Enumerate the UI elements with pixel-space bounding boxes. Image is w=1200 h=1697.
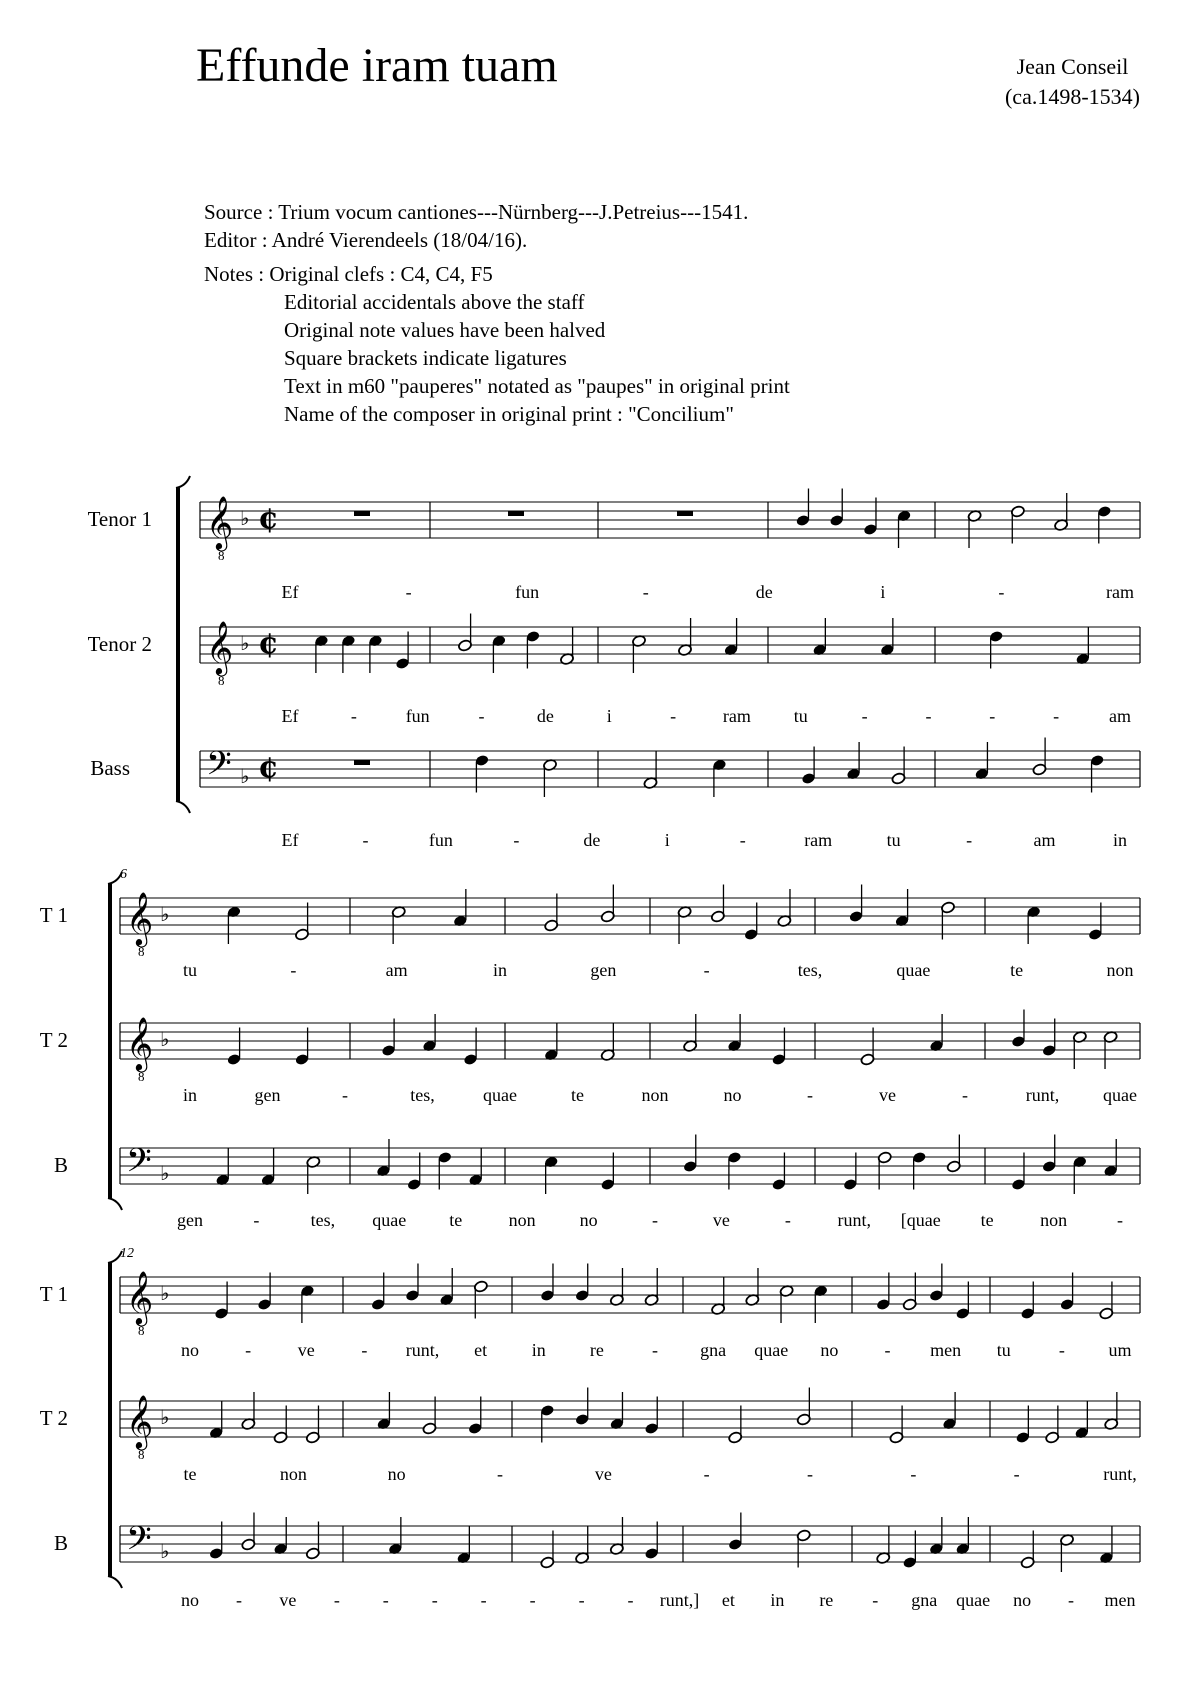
flat-key-signature-icon: ♭ xyxy=(160,902,170,926)
bass-clef-icon: 𝄢 xyxy=(206,745,232,791)
lyric-syllable: fun xyxy=(405,706,430,726)
lyric-syllable: - xyxy=(925,706,932,726)
note-line: Text in m60 "pauperes" notated as "paupes" in original print xyxy=(284,374,790,398)
lyric-syllable: - xyxy=(652,1210,658,1230)
lyric-syllable: in xyxy=(492,960,508,980)
lyric-syllable: - xyxy=(513,830,520,850)
staff-label: B xyxy=(53,1153,68,1177)
lyric-syllable: - xyxy=(807,1085,813,1105)
lyric-syllable: Ef xyxy=(281,582,299,602)
lyric-syllable: quae xyxy=(1103,1085,1137,1105)
staff-label: T 2 xyxy=(39,1028,68,1052)
lyric-syllable: - xyxy=(290,960,297,980)
lyric-syllable: - xyxy=(245,1340,252,1360)
lyric-syllable: quae xyxy=(372,1210,407,1230)
lyric-syllable: in xyxy=(770,1590,785,1610)
lyric-syllable: - xyxy=(807,1464,813,1484)
lyric-syllable: non xyxy=(1040,1210,1068,1230)
lyric-syllable: - xyxy=(642,582,649,602)
lyric-syllable: - xyxy=(998,582,1005,602)
lyric-syllable: et xyxy=(474,1340,488,1360)
bracket-hook xyxy=(108,1198,122,1210)
whole-rest xyxy=(677,511,693,516)
lyric-syllable: ram xyxy=(722,706,751,726)
lyric-syllable: - xyxy=(962,1085,968,1105)
lyric-syllable: ram xyxy=(804,830,833,850)
lyric-syllable: - xyxy=(253,1210,260,1230)
octave-mark: 8 xyxy=(138,1069,145,1084)
staff-label: T 1 xyxy=(39,1282,68,1306)
lyric-syllable: - xyxy=(382,1590,389,1610)
lyric-syllable: non xyxy=(279,1464,307,1484)
bass-clef-icon: 𝄢 xyxy=(126,1142,152,1188)
lyric-syllable: - xyxy=(578,1590,585,1610)
octave-mark: 8 xyxy=(138,1323,145,1338)
lyric-syllable: tu xyxy=(886,830,901,850)
lyric-syllable: [quae xyxy=(900,1210,941,1230)
staff-label: Tenor 1 xyxy=(87,507,152,531)
lyric-syllable: non xyxy=(508,1210,536,1230)
lyric-syllable: - xyxy=(1068,1590,1075,1610)
lyric-syllable: - xyxy=(361,1340,368,1360)
lyric-syllable: - xyxy=(703,1464,710,1484)
lyric-syllable: - xyxy=(405,582,412,602)
note-line: Original note values have been halved xyxy=(284,318,606,342)
lyric-syllable: in xyxy=(531,1340,546,1360)
lyric-syllable: runt, xyxy=(1025,1085,1060,1105)
lyric-syllable: quae xyxy=(956,1590,991,1610)
whole-rest xyxy=(508,511,524,516)
lyric-syllable: re xyxy=(589,1340,604,1360)
lyric-syllable: - xyxy=(362,830,369,850)
octave-mark: 8 xyxy=(218,548,225,563)
lyric-syllable: no xyxy=(723,1085,742,1105)
lyric-syllable: no xyxy=(1013,1590,1032,1610)
lyric-syllable: te xyxy=(183,1464,197,1484)
lyric-syllable: - xyxy=(784,1210,791,1230)
octave-mark: 8 xyxy=(138,1447,145,1462)
bracket-hook xyxy=(176,801,190,813)
treble-clef-icon: 𝄞 xyxy=(126,1394,154,1448)
lyric-syllable: te xyxy=(571,1085,584,1105)
lyric-syllable: de xyxy=(583,830,601,850)
lyric-syllable: gna xyxy=(911,1590,938,1610)
lyric-syllable: am xyxy=(1033,830,1056,850)
cut-time-icon: ¢ xyxy=(258,626,279,661)
cut-time-icon: ¢ xyxy=(258,501,279,536)
lyric-syllable: - xyxy=(872,1590,879,1610)
staff-label: Tenor 2 xyxy=(87,632,152,656)
cut-time-icon: ¢ xyxy=(258,750,279,785)
lyric-syllable: tes, xyxy=(797,960,823,980)
lyric-syllable: am xyxy=(385,960,408,980)
lyric-syllable: re xyxy=(819,1590,834,1610)
lyric-syllable: tes, xyxy=(410,1085,435,1105)
lyric-syllable: fun xyxy=(515,582,540,602)
lyric-syllable: - xyxy=(1053,706,1060,726)
lyric-syllable: - xyxy=(480,1590,487,1610)
flat-key-signature-icon: ♭ xyxy=(240,764,250,788)
note-line: Editorial accidentals above the staff xyxy=(284,290,585,314)
lyric-syllable: i xyxy=(664,830,670,850)
lyric-syllable: quae xyxy=(896,960,931,980)
lyric-syllable: ve xyxy=(279,1590,297,1610)
note-line: Name of the composer in original print : "Concilium" xyxy=(284,402,734,426)
lyric-syllable: - xyxy=(703,960,710,980)
lyric-syllable: de xyxy=(755,582,773,602)
lyric-syllable: - xyxy=(884,1340,891,1360)
treble-clef-icon: 𝄞 xyxy=(126,1016,154,1070)
lyric-syllable: te xyxy=(980,1210,994,1230)
lyric-syllable: - xyxy=(1117,1210,1123,1230)
lyric-syllable: - xyxy=(478,706,485,726)
lyric-syllable: de xyxy=(536,706,554,726)
treble-clef-icon: 𝄞 xyxy=(126,1270,154,1324)
lyric-syllable: men xyxy=(1104,1590,1136,1610)
bracket-hook xyxy=(108,1576,122,1588)
flat-key-signature-icon: ♭ xyxy=(240,631,250,655)
octave-mark: 8 xyxy=(218,673,225,688)
staff-label: T 1 xyxy=(39,903,68,927)
treble-clef-icon: 𝄞 xyxy=(206,495,234,549)
lyric-syllable: ve xyxy=(297,1340,315,1360)
source-line: Source : Trium vocum cantiones---Nürnberg---J.Petreius---1541. xyxy=(204,200,749,224)
lyric-syllable: i xyxy=(880,582,886,602)
composer-name: Jean Conseil xyxy=(1016,54,1129,79)
lyric-syllable: - xyxy=(627,1590,634,1610)
lyric-syllable: te xyxy=(449,1210,463,1230)
lyric-syllable: - xyxy=(333,1590,340,1610)
staff-label: T 2 xyxy=(39,1406,68,1430)
lyric-syllable: - xyxy=(235,1590,242,1610)
lyric-syllable: Ef xyxy=(281,706,299,726)
composer-dates: (ca.1498-1534) xyxy=(1004,84,1140,109)
flat-key-signature-icon: ♭ xyxy=(160,1281,170,1305)
lyric-syllable: am xyxy=(1109,706,1131,726)
lyric-syllable: - xyxy=(529,1590,536,1610)
lyric-syllable: - xyxy=(739,830,746,850)
lyric-syllable: et xyxy=(721,1590,735,1610)
piece-title: Effunde iram tuam xyxy=(196,39,558,92)
lyric-syllable: - xyxy=(861,706,868,726)
lyric-syllable: no xyxy=(387,1464,406,1484)
lyric-syllable: runt, xyxy=(405,1340,440,1360)
lyric-syllable: - xyxy=(966,830,973,850)
lyric-syllable: gen xyxy=(590,960,617,980)
lyric-syllable: quae xyxy=(754,1340,789,1360)
lyric-syllable: i xyxy=(606,706,612,726)
flat-key-signature-icon: ♭ xyxy=(160,1161,170,1185)
lyric-syllable: ram xyxy=(1106,582,1134,602)
lyric-syllable: Ef xyxy=(281,830,299,850)
lyric-syllable: in xyxy=(182,1085,198,1105)
treble-clef-icon: 𝄞 xyxy=(126,891,154,945)
lyric-syllable: gen xyxy=(254,1085,281,1105)
whole-rest xyxy=(354,511,370,516)
lyric-syllable: non xyxy=(641,1085,669,1105)
lyric-syllable: gen xyxy=(177,1210,203,1230)
notes-head: Notes : Original clefs : C4, C4, F5 xyxy=(204,262,493,286)
lyric-syllable: men xyxy=(930,1340,962,1360)
staff-label: Bass xyxy=(90,756,130,780)
measure-number: 12 xyxy=(120,1246,134,1261)
lyric-syllable: - xyxy=(350,706,357,726)
note-line: Square brackets indicate ligatures xyxy=(284,346,567,370)
flat-key-signature-icon: ♭ xyxy=(160,1027,170,1051)
lyric-syllable: - xyxy=(652,1340,658,1360)
flat-key-signature-icon: ♭ xyxy=(240,506,250,530)
lyric-syllable: no xyxy=(181,1590,199,1610)
flat-key-signature-icon: ♭ xyxy=(160,1405,170,1429)
lyric-syllable: - xyxy=(497,1464,503,1484)
lyric-syllable: no xyxy=(181,1340,199,1360)
lyric-syllable: te xyxy=(1010,960,1024,980)
lyric-syllable: runt,] xyxy=(659,1590,700,1610)
lyric-syllable: - xyxy=(989,706,996,726)
lyric-syllable: - xyxy=(1013,1464,1020,1484)
lyric-syllable: no xyxy=(820,1340,839,1360)
lyric-syllable: - xyxy=(431,1590,438,1610)
bracket-hook xyxy=(176,476,190,488)
lyric-syllable: - xyxy=(1058,1340,1065,1360)
lyric-syllable: runt, xyxy=(837,1210,872,1230)
lyric-syllable: um xyxy=(1108,1340,1132,1360)
staff-label: B xyxy=(53,1531,68,1555)
editor-line: Editor : André Vierendeels (18/04/16). xyxy=(204,228,528,252)
lyric-syllable: - xyxy=(670,706,677,726)
lyric-syllable: fun xyxy=(428,830,453,850)
flat-key-signature-icon: ♭ xyxy=(160,1539,170,1563)
lyric-syllable: tu xyxy=(793,706,808,726)
whole-rest xyxy=(354,760,370,765)
measure-number: 6 xyxy=(120,867,127,882)
bass-clef-icon: 𝄢 xyxy=(126,1520,152,1566)
lyric-syllable: tu xyxy=(182,960,198,980)
lyric-syllable: quae xyxy=(483,1085,517,1105)
lyric-syllable: tes, xyxy=(310,1210,336,1230)
lyric-syllable: no xyxy=(579,1210,598,1230)
lyric-syllable: non xyxy=(1106,960,1134,980)
octave-mark: 8 xyxy=(138,944,145,959)
lyric-syllable: - xyxy=(910,1464,917,1484)
lyric-syllable: ve xyxy=(879,1085,896,1105)
lyric-syllable: in xyxy=(1112,830,1128,850)
lyric-syllable: tu xyxy=(996,1340,1011,1360)
lyric-syllable: gna xyxy=(700,1340,727,1360)
lyric-syllable: - xyxy=(342,1085,348,1105)
treble-clef-icon: 𝄞 xyxy=(206,620,234,674)
lyric-syllable: runt, xyxy=(1103,1464,1137,1484)
lyric-syllable: ve xyxy=(594,1464,612,1484)
lyric-syllable: ve xyxy=(712,1210,730,1230)
